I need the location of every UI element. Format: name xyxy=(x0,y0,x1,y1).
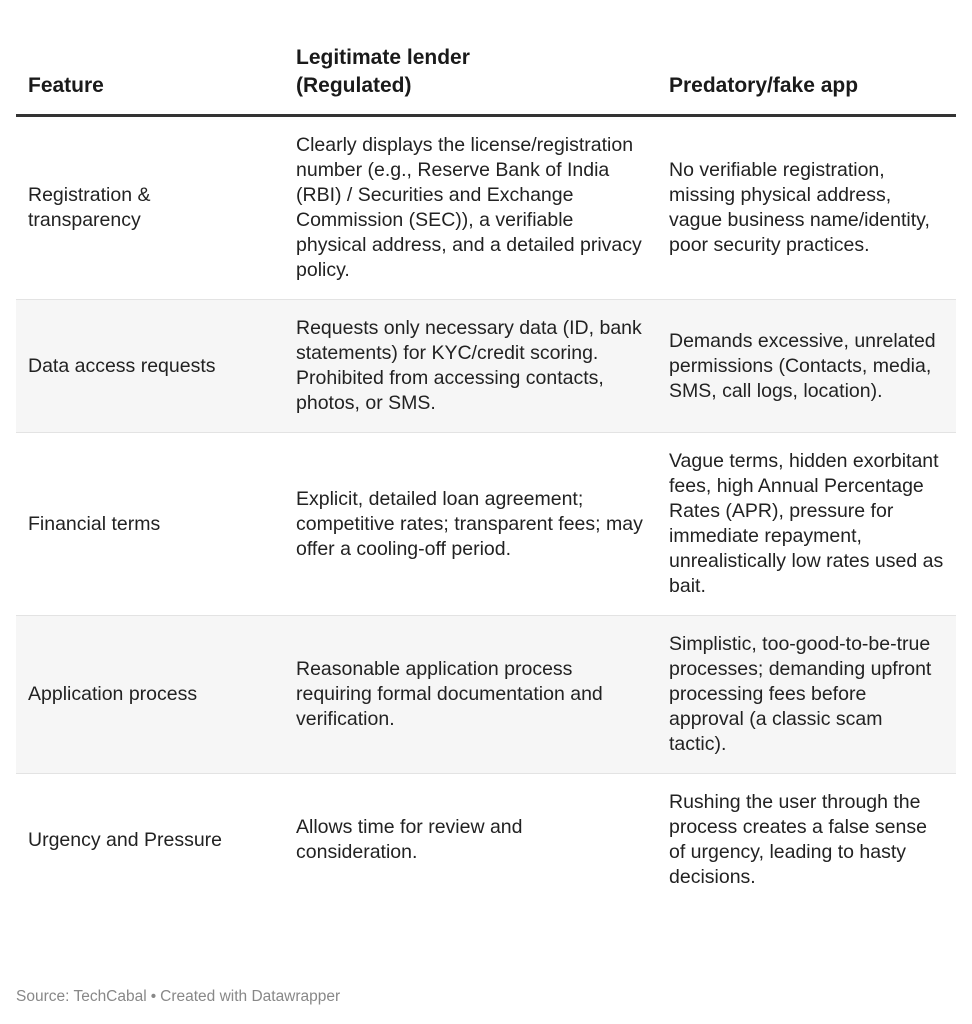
row-feature: Financial terms xyxy=(16,433,284,616)
header-legitimate-lender: Legitimate lender (Regulated) xyxy=(284,0,657,116)
table-header-row xyxy=(16,0,956,116)
comparison-table xyxy=(16,0,956,906)
credit-text: Created with Datawrapper xyxy=(160,988,341,1005)
row-feature: Registration & transparency xyxy=(16,116,284,300)
row-predatory: Demands excessive, unrelated permissions (Contacts, media, SMS, call logs, location). xyxy=(657,300,956,433)
row-predatory: Simplistic, too-good-to-be-true processes; demanding upfront processing fees before approval (a classic scam tactic). xyxy=(657,616,956,774)
row-legitimate: Explicit, detailed loan agreement; competitive rates; transparent fees; may offer a cooling-off period. xyxy=(284,433,657,616)
source-footer xyxy=(16,987,340,1007)
table-row xyxy=(16,116,956,300)
source-text: Source: TechCabal xyxy=(16,988,147,1005)
row-legitimate: Requests only necessary data (ID, bank statements) for KYC/credit scoring. Prohibited from accessing contacts, photos, or SMS. xyxy=(284,300,657,433)
header-feature: Feature xyxy=(16,0,284,116)
row-predatory: Rushing the user through the process creates a false sense of urgency, leading to hasty decisions. xyxy=(669,791,927,888)
row-predatory: Vague terms, hidden exorbitant fees, high Annual Percentage Rates (APR), pressure for immediate repayment, unrealistically low rates used as bait. xyxy=(657,433,956,616)
header-predatory-app: Predatory/fake app xyxy=(657,0,956,116)
row-legitimate: Allows time for review and consideration. xyxy=(296,816,523,863)
row-feature: Data access requests xyxy=(16,300,284,433)
row-legitimate: Clearly displays the license/registration number (e.g., Reserve Bank of India (RBI) / Securities and Exchange Commission (SEC)), a verifiable physical address, and a detailed privacy policy. xyxy=(284,116,657,300)
row-feature: Urgency and Pressure xyxy=(28,828,223,851)
table-row xyxy=(16,433,956,616)
footer-separator: • xyxy=(150,988,157,1005)
table-row xyxy=(16,616,956,774)
table-row xyxy=(16,300,956,433)
comparison-table-container xyxy=(16,0,956,906)
table-row xyxy=(16,774,956,907)
row-feature: Application process xyxy=(16,616,284,774)
row-predatory: No verifiable registration, missing physical address, vague business name/identity, poor security practices. xyxy=(657,116,956,300)
row-legitimate: Reasonable application process requiring formal documentation and verification. xyxy=(284,616,657,774)
